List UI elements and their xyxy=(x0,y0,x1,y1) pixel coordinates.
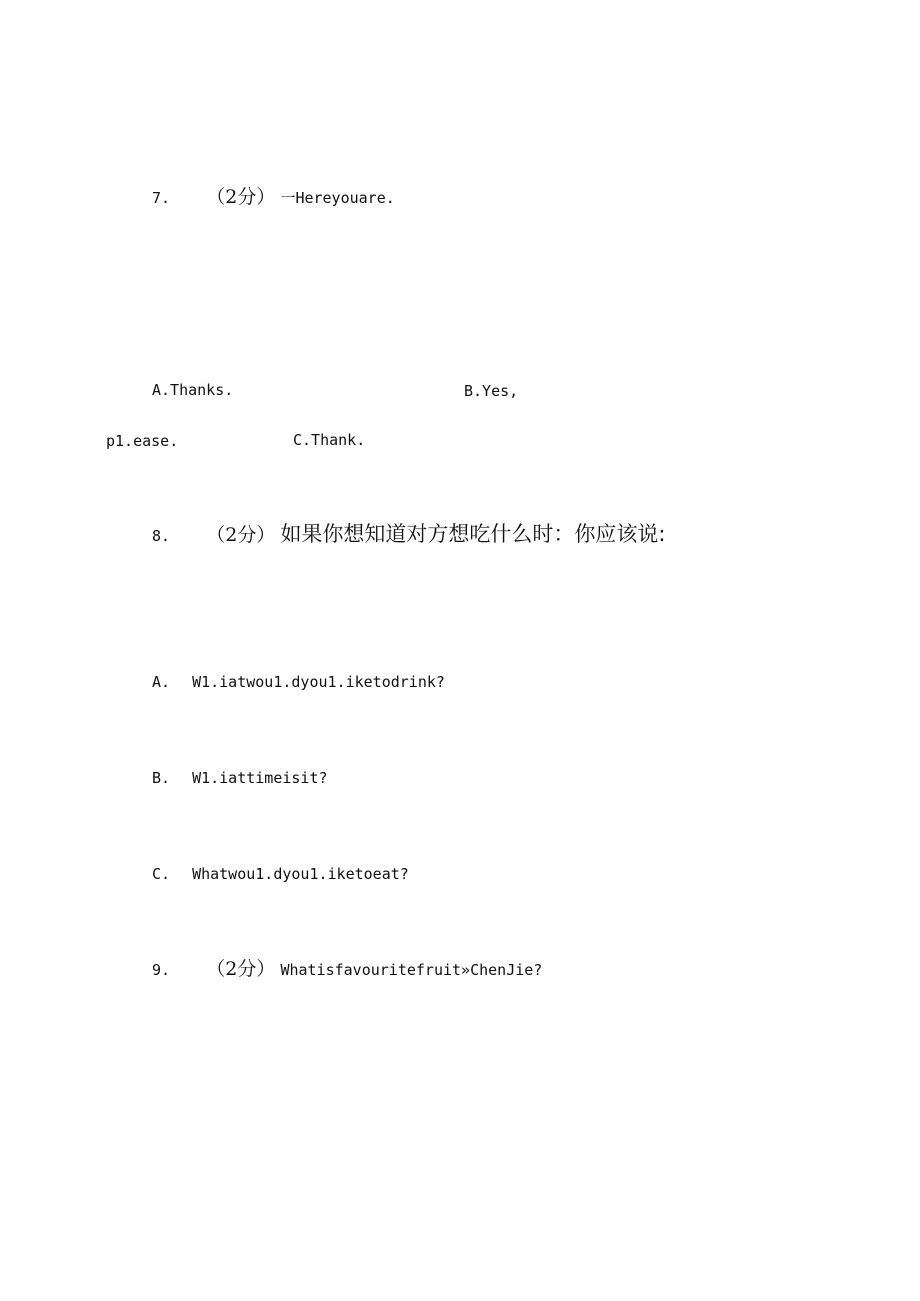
option-b-continued: p1.ease. xyxy=(106,432,179,450)
option-label: C. xyxy=(152,865,171,883)
question-8 xyxy=(152,524,666,545)
option-b: B.Yes, xyxy=(464,382,519,400)
question-score: （2分） xyxy=(206,524,276,546)
question-number: 7. xyxy=(152,189,171,207)
option-text: W1.iattimeisit? xyxy=(192,769,328,787)
question-number: 8. xyxy=(152,527,171,545)
option-a: A.Thanks. xyxy=(152,381,234,399)
question-7 xyxy=(152,188,395,207)
question-stem: Whatisfavouritefruit»ChenJie? xyxy=(280,961,543,979)
option-label: A. xyxy=(152,673,171,691)
option-c: C.Thank. xyxy=(293,431,366,449)
option-a xyxy=(152,675,445,690)
option-text: W1.iatwou1.dyou1.iketodrink? xyxy=(192,673,445,691)
question-score: （2分） xyxy=(206,186,276,208)
question-stem: 如果你想知道对方想吃什么时：你应该说: xyxy=(280,522,666,546)
question-score: （2分） xyxy=(206,958,276,980)
option-b xyxy=(152,771,328,786)
option-text: Whatwou1.dyou1.iketoeat? xyxy=(192,865,409,883)
question-number: 9. xyxy=(152,961,171,979)
option-label: B. xyxy=(152,769,171,787)
question-9 xyxy=(152,960,542,979)
question-stem: 一Hereyouare. xyxy=(280,189,395,207)
option-c xyxy=(152,867,409,882)
